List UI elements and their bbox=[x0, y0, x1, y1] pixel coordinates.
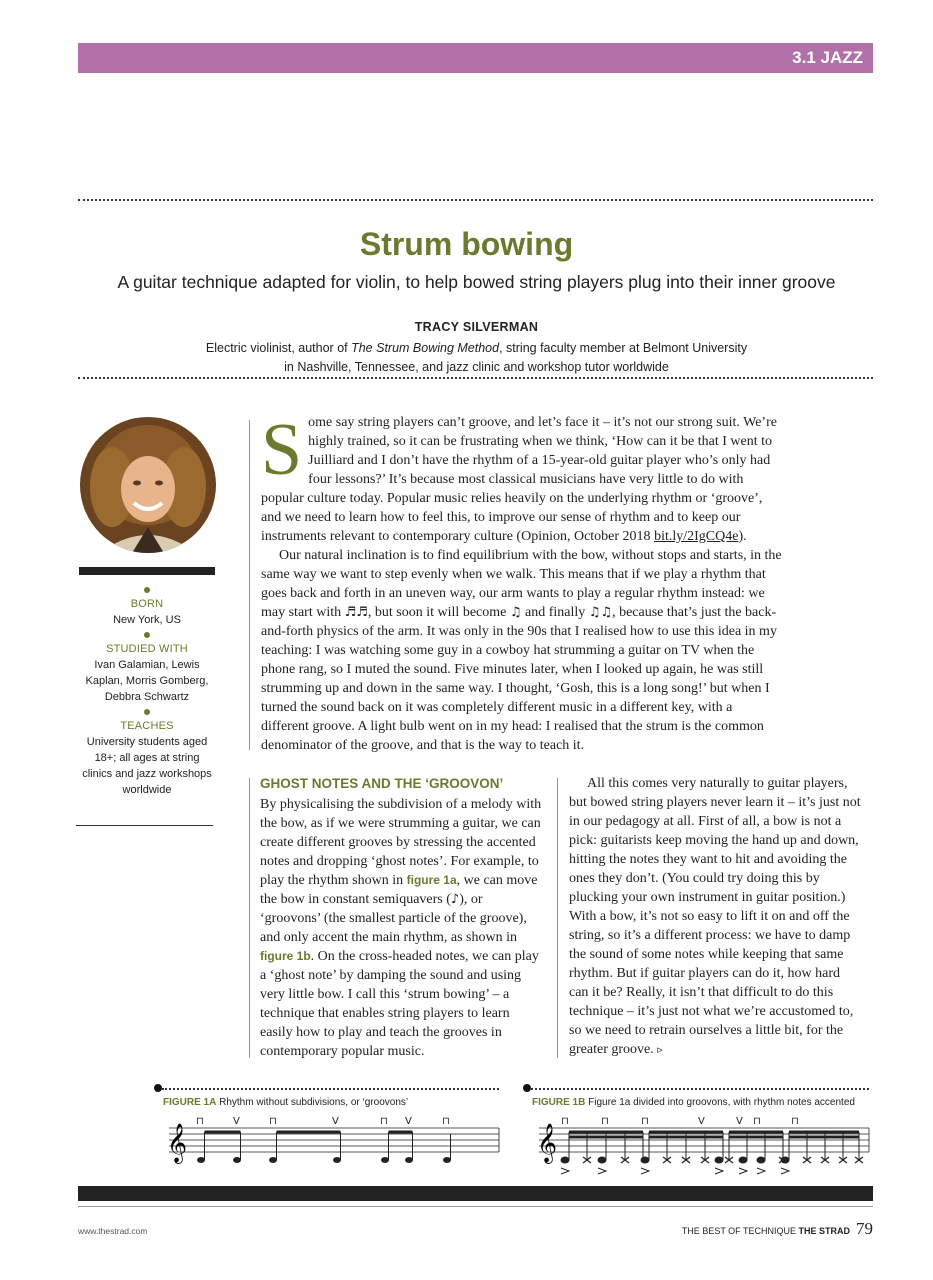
studied-value: Ivan Galamian, Lewis Kaplan, Morris Gomberg, Debbra Schwartz bbox=[85, 659, 209, 703]
down-bow-icon: ⊓ bbox=[269, 1116, 277, 1127]
right-paragraph bbox=[569, 774, 861, 1059]
author-portrait bbox=[80, 417, 216, 553]
rhythm-notation-3: ♫♫ bbox=[588, 605, 613, 620]
drop-cap: S bbox=[261, 409, 303, 491]
accent-mark bbox=[715, 1168, 723, 1174]
figure-1a-caption-text: Rhythm without subdivisions, or ‘groovons’ bbox=[216, 1097, 409, 1108]
footer-brand: THE STRAD bbox=[798, 1226, 850, 1236]
down-bow-icon: ⊓ bbox=[442, 1116, 450, 1127]
accent-mark bbox=[781, 1168, 789, 1174]
down-bow-icon: ⊓ bbox=[561, 1116, 569, 1127]
ghost-notes-section bbox=[260, 774, 545, 1061]
footer-series: THE BEST OF TECHNIQUE bbox=[681, 1226, 799, 1236]
note bbox=[405, 1157, 413, 1163]
down-bow-icon: ⊓ bbox=[380, 1116, 388, 1127]
paragraph-text: Our natural inclination is to find equilibrium with the bow, without stops and starts, in the same way we want to step evenly when we walk. This means that if we play a rhythm that goes back and forth in an uneven way, our arm wants to play a regular rhythm instead: we may start with bbox=[261, 548, 782, 620]
teaches-value: University students aged 18+; all ages at string clinics and jazz workshops worldwide bbox=[82, 736, 212, 796]
born-value: New York, US bbox=[113, 614, 181, 626]
bottom-bar bbox=[78, 1186, 873, 1201]
bio-text: , string faculty member at Belmont University bbox=[499, 341, 748, 355]
accent-mark bbox=[598, 1168, 606, 1174]
facts-divider bbox=[76, 825, 213, 826]
notes bbox=[197, 1132, 451, 1163]
paragraph-text: . On the cross-headed notes, we can play a ‘ghost note’ by damping the sound and using very little bow. I call this ‘strum bowing’ – a technique that enables string players to learn easily how to play and teach the grooves in contemporary popular music. bbox=[260, 949, 539, 1059]
up-bow-icon: V bbox=[233, 1116, 240, 1127]
up-bow-icon: V bbox=[332, 1116, 339, 1127]
figure-1a-bullet bbox=[154, 1084, 162, 1092]
accent-mark bbox=[739, 1168, 747, 1174]
figure-1a-divider bbox=[162, 1088, 499, 1090]
note bbox=[269, 1157, 277, 1163]
accent-mark bbox=[641, 1168, 649, 1174]
paragraph-text: By physicalising the subdivision of a melody with the bow, as if we were strumming a guitar, we can create different grooves by stressing the accented notes and dropping ‘ghost notes’. For example, to play the rhythm shown in bbox=[260, 797, 542, 888]
down-bow-icon: ⊓ bbox=[641, 1116, 649, 1127]
footer-url: www.thestrad.com bbox=[78, 1226, 148, 1236]
accent-mark bbox=[561, 1168, 569, 1174]
paragraph-text: , but soon it will become bbox=[367, 605, 510, 620]
section-heading: GHOST NOTES AND THE ‘GROOVON’ bbox=[260, 776, 504, 791]
born-label: BORN bbox=[130, 598, 164, 610]
treble-clef-icon: 𝄞 bbox=[167, 1123, 188, 1163]
column-rule bbox=[249, 420, 250, 750]
figure-1b-caption-text: Figure 1a divided into groovons, with rhythm notes accented bbox=[585, 1097, 855, 1108]
figure-1a-notation bbox=[165, 1112, 503, 1174]
accented-note bbox=[561, 1157, 569, 1163]
figure-1b-bullet bbox=[523, 1084, 531, 1092]
bio-text: Electric violinist, author of bbox=[205, 341, 352, 355]
figure-1a-label: FIGURE 1A bbox=[163, 1097, 217, 1108]
accented-note bbox=[739, 1157, 747, 1163]
paragraph-text: and finally bbox=[521, 605, 589, 620]
author-facts bbox=[78, 583, 216, 798]
rhythm-notation-1: ♬♬ bbox=[344, 605, 368, 620]
page-number: 79 bbox=[856, 1219, 873, 1238]
up-bow-icon: V bbox=[698, 1116, 705, 1127]
note bbox=[197, 1157, 205, 1163]
accented-note bbox=[641, 1157, 649, 1163]
note bbox=[381, 1157, 389, 1163]
column-rule bbox=[249, 778, 250, 1058]
top-divider bbox=[78, 199, 873, 201]
bullet-dot bbox=[144, 709, 150, 715]
down-bow-icon: ⊓ bbox=[753, 1116, 761, 1127]
figure-1b-label: FIGURE 1B bbox=[532, 1097, 586, 1108]
figure-1b-caption bbox=[532, 1097, 855, 1108]
paragraph-2 bbox=[261, 546, 783, 755]
paragraph-1 bbox=[261, 409, 783, 546]
section-header-bar bbox=[78, 43, 873, 73]
up-bow-icon: V bbox=[405, 1116, 412, 1127]
teaches-label: TEACHES bbox=[120, 720, 174, 732]
paragraph-text: ome say string players can’t groove, and let’s face it – it’s not our strong suit. We’re highly trained, so it can be frustrating when we think, ‘How can it be that I went to Juilliard and I don’t have the rhythm of a 15-year-old guitar player who’s only had four lessons?’ It’s because most classical musicians have very little to do with popular culture today. Popular music relies heavily on the underlying rhythm or ‘groove’, and we need to learn how to feel this, to improve our sense of rhythm and to keep our instruments relevant to contemporary culture (Opinion, October 2018 bbox=[261, 415, 777, 544]
up-bow-icon: V bbox=[736, 1116, 743, 1127]
column-rule bbox=[557, 778, 558, 1058]
figure-1b-notation bbox=[535, 1112, 873, 1178]
figure-1a-caption bbox=[163, 1097, 408, 1108]
figure-1b-reference: figure 1b bbox=[260, 949, 311, 963]
bio-text-line2: in Nashville, Tennessee, and jazz clinic and workshop tutor worldwide bbox=[284, 360, 669, 374]
bio-book-title: The Strum Bowing Method bbox=[351, 341, 500, 355]
paragraph-text: , because that’s just the back-and-forth physics of the arm. It was only in the 90s that I realised how to use this idea in my teaching: I was watching some guy in a cowboy hat strumming a guitar on TV when the phone rang, so I muted the sound. Five minutes later, when I looked up again, he was still strumming up and down in the same way. I thought, ‘Gosh, this is a long song!’ but when I turned the sound back on it was completely different music in a different key, with a different groove. A light bulb went on in my head: I realised that the strum is the common denominator of the groove, and that is the way to teach it. bbox=[261, 605, 777, 753]
author-bio bbox=[0, 339, 933, 377]
article-subtitle: A guitar technique adapted for violin, to help bowed string players plug into their inner groove bbox=[117, 272, 836, 292]
paragraph-text: ). bbox=[738, 529, 747, 544]
rhythm-notation-2: ♫ bbox=[509, 605, 522, 620]
down-bow-icon: ⊓ bbox=[196, 1116, 204, 1127]
paragraph-text: , we can move the bow in constant semiquavers ( bbox=[260, 873, 538, 907]
studied-label: STUDIED WITH bbox=[106, 643, 188, 655]
groovon-notes bbox=[561, 1132, 863, 1174]
down-bow-icon: ⊓ bbox=[791, 1116, 799, 1127]
treble-clef-icon: 𝄞 bbox=[537, 1123, 558, 1163]
accented-note bbox=[757, 1157, 765, 1163]
accented-note bbox=[598, 1157, 606, 1163]
accented-note bbox=[715, 1157, 723, 1163]
bullet-dot bbox=[144, 587, 150, 593]
author-name: TRACY SILVERMAN bbox=[414, 320, 539, 334]
note bbox=[443, 1157, 451, 1163]
bullet-dot bbox=[144, 632, 150, 638]
header-divider bbox=[78, 377, 873, 379]
ghost-notes-paragraph bbox=[260, 795, 545, 1061]
section-label: 3.1 JAZZ bbox=[792, 48, 863, 67]
figure-1a-reference: figure 1a bbox=[406, 873, 457, 887]
bottom-divider bbox=[78, 1206, 873, 1207]
note bbox=[233, 1157, 241, 1163]
end-mark-icon: ▹ bbox=[657, 1043, 663, 1056]
note bbox=[333, 1157, 341, 1163]
figure-1b-divider bbox=[531, 1088, 869, 1090]
portrait-underline bbox=[79, 567, 215, 575]
right-column bbox=[569, 774, 861, 1059]
paragraph-text: ), or ‘groovons’ (the smallest particle of the groove), and only accent the main rhythm, as shown in bbox=[260, 892, 527, 945]
paragraph-text: All this comes very naturally to guitar players, but bowed string players never learn it – it’s just not in our pedagogy at all. First of all, a bow is not a pick: guitarists keep moving the hand up and down, hitting the notes they want to hit and avoiding the ones they don’t. (You could try doing this by plucking your own instrument in guitar position.) With a bow, it’s not so easy to lift it on and off the string, so it’s a different process: we have to damp the sound of some notes while keeping that same rhythm. But if guitar players can do it, how hard can it be? Really, it isn’t that difficult to do this technique – it’s just not what we’re accustomed to, so we need to retrain ourselves a little bit, for the greater groove. bbox=[569, 776, 861, 1057]
semiquaver-glyph: ♪ bbox=[450, 892, 460, 907]
article-title: Strum bowing bbox=[359, 226, 574, 262]
accent-mark bbox=[757, 1168, 765, 1174]
accent-marks bbox=[561, 1168, 789, 1174]
opinion-link[interactable]: bit.ly/2IgCQ4e bbox=[654, 529, 739, 544]
footer-info bbox=[682, 1219, 873, 1239]
down-bow-icon: ⊓ bbox=[601, 1116, 609, 1127]
article-intro bbox=[261, 409, 783, 755]
